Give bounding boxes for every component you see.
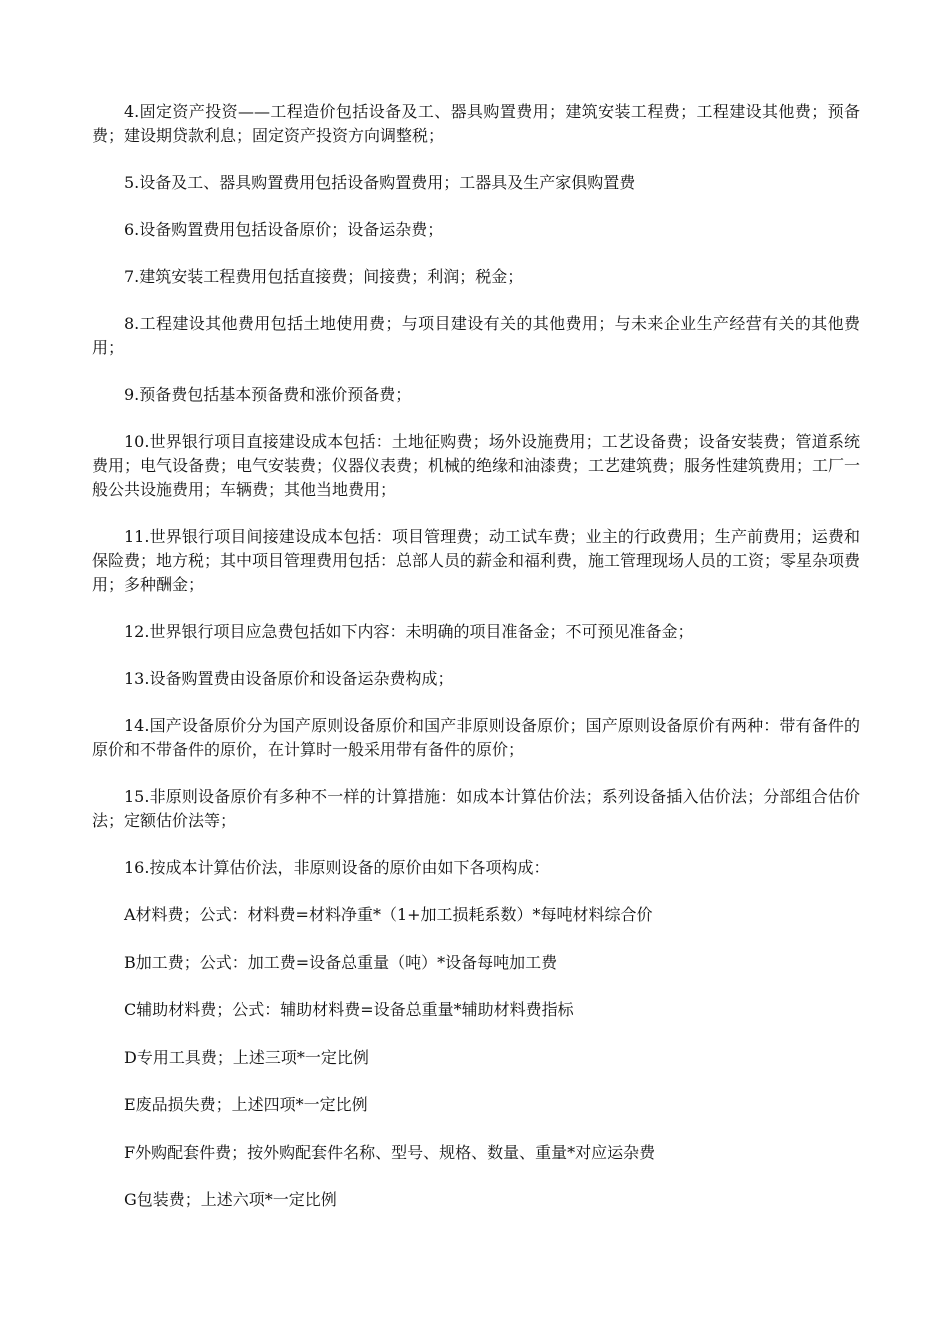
- paragraph-15: 15.非原则设备原价有多种不一样的计算措施：如成本计算估价法；系列设备插入估价法；分部组合估价法；定额估价法等；: [92, 787, 860, 830]
- paragraph-6: 6.设备购置费用包括设备原价；设备运杂费；: [124, 220, 444, 239]
- paragraph-11: 11.世界银行项目间接建设成本包括：项目管理费；动工试车费；业主的行政费用；生产前费用；运费和保险费；地方税；其中项目管理费用包括：总部人员的薪金和福利费，施工管理现场人员的工资；零星杂项费用；多种酬金；: [92, 527, 861, 594]
- paragraph-16: 16.按成本计算估价法，非原则设备的原价由如下各项构成：: [124, 858, 550, 877]
- paragraph-4: 4.固定资产投资——工程造价包括设备及工、器具购置费用；建筑安装工程费；工程建设其他费；预备费；建设期贷款利息；固定资产投资方向调整税；: [92, 102, 860, 145]
- cost-item-b: B加工费；公式：加工费=设备总重量（吨）*设备每吨加工费: [124, 952, 558, 972]
- paragraph-14: 14.国产设备原价分为国产原则设备原价和国产非原则设备原价；国产原则设备原价有两种：带有备件的原价和不带备件的原价，在计算时一般采用带有备件的原价；: [92, 716, 860, 759]
- cost-item-c: C辅助材料费；公式：辅助材料费=设备总重量*辅助材料费指标: [124, 1000, 574, 1019]
- paragraph-8: 8.工程建设其他费用包括土地使用费；与项目建设有关的其他费用；与未来企业生产经营有关的其他费用；: [92, 314, 860, 357]
- paragraph-13: 13.设备购置费由设备原价和设备运杂费构成；: [124, 669, 454, 688]
- cost-item-f: F外购配套件费；按外购配套件名称、型号、规格、数量、重量*对应运杂费: [124, 1142, 656, 1162]
- paragraph-5: 5.设备及工、器具购置费用包括设备购置费用；工器具及生产家俱购置费: [124, 173, 636, 192]
- paragraph-10: 10.世界银行项目直接建设成本包括：土地征购费；场外设施费用；工艺设备费；设备安装费；管道系统费用；电气设备费；电气安装费；仪器仪表费；机械的绝缘和油漆费；工艺建筑费；服务性建筑费用；工厂一般公共设施费用；车辆费；其他当地费用；: [92, 432, 861, 499]
- paragraph-12: 12.世界银行项目应急费包括如下内容：未明确的项目准备金；不可预见准备金；: [124, 622, 694, 641]
- document-page: [92, 100, 860, 1236]
- cost-item-g: G包装费；上述六项*一定比例: [124, 1190, 337, 1209]
- cost-item-e: E废品损失费；上述四项*一定比例: [124, 1095, 368, 1114]
- paragraph-9: 9.预备费包括基本预备费和涨价预备费；: [124, 385, 412, 404]
- paragraph-7: 7.建筑安装工程费用包括直接费；间接费；利润；税金；: [124, 267, 524, 286]
- cost-item-a: A材料费；公式：材料费=材料净重*（1+加工损耗系数）*每吨材料综合价: [124, 905, 653, 924]
- cost-item-d: D专用工具费；上述三项*一定比例: [124, 1047, 369, 1067]
